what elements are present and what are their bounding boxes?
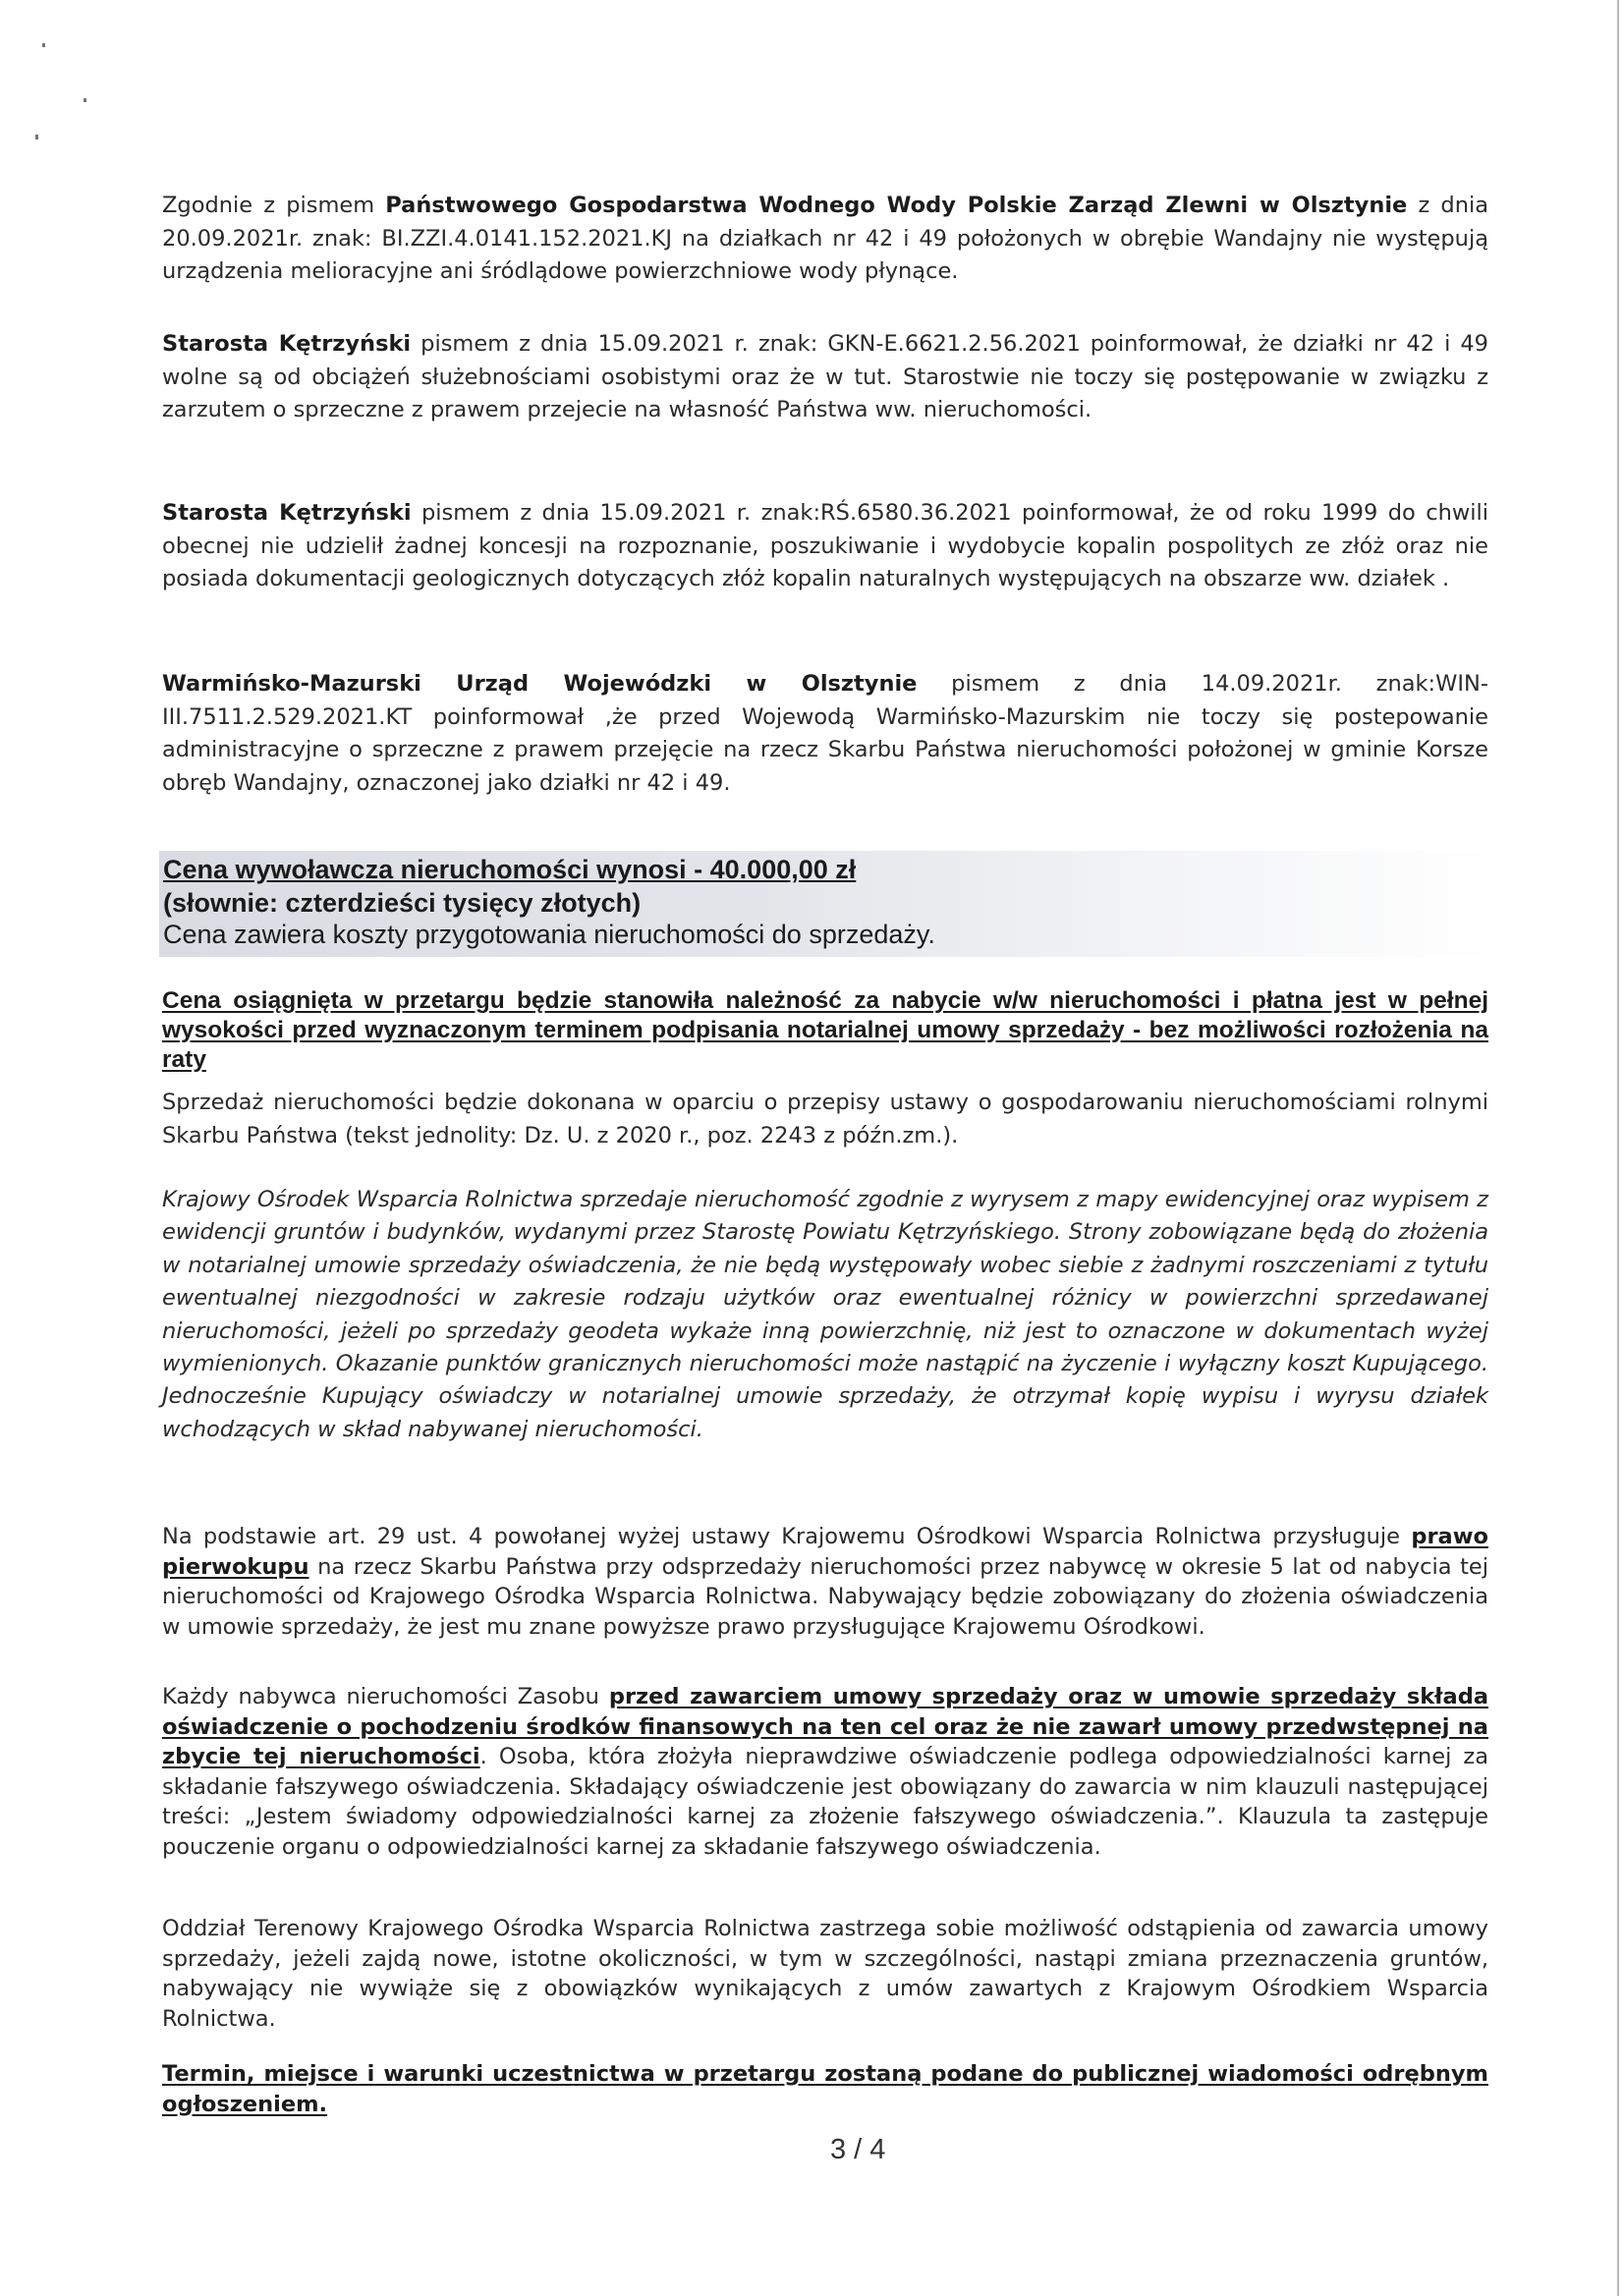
pre-emption-right: prawo pierwokupu: [162, 1524, 1488, 1580]
starting-price: Cena wywoławcza nieruchomości wynosi - 40.000,00 zł: [163, 855, 857, 884]
declaration-requirement: przed zawarciem umowy sprzedaży oraz w umowie sprzedaży składa oświadczenie o pochodzeniu środków finansowych na ten cel oraz że nie zawarł umowy przedwstępnej na zbycie tej nieruchomości: [162, 1684, 1488, 1769]
paragraph-auction-info: [162, 2059, 1488, 2119]
paragraph-urzad-wojewodzki: Warmińsko-Mazurski Urząd Wojewódzki w Olsztynie pismem z dnia 14.09.2021r. znak:WIN-III.7511.2.529.2021.KT poinformował ,że przed Wojewodą Warmińsko-Mazurskim nie toczy się postepowanie administracyjne o sprzeczne z prawem przejęcie na rzecz Skarbu Państwa nieruchomości położonej w gminie Korsze obręb Wandajny, oznaczonej jako działki nr 42 i 49.: [162, 671, 1488, 796]
price-note: Cena zawiera koszty przygotowania nieruchomości do sprzedaży.: [163, 920, 935, 949]
paragraph-wody-polskie: Zgodnie z pismem Państwowego Gospodarstwa Wodnego Wody Polskie Zarząd Zlewni w Olsztynie z dnia 20.09.2021r. znak: BI.ZZI.4.0141.152.2021.KJ na działkach nr 42 i 49 położonych w obrębie Wandajny nie występują urządzenia melioracyjne ani śródlądowe powierzchniowe wody płynące.: [162, 193, 1488, 284]
paragraph-starosta-1: Starosta Kętrzyński pismem z dnia 15.09.2021 r. znak: GKN-E.6621.2.56.2021 poinformował, że działki nr 42 i 49 wolne są od obciążeń służebnościami osobistymi oraz że w tut. Starostwie nie toczy się postępowanie w związku z zarzutem o sprzeczne z prawem przejecie na własność Państwa ww. nieruchomości.: [162, 331, 1488, 422]
scan-speck: [84, 98, 86, 102]
bold-institution: Państwowego Gospodarstwa Wodnego Wody Polskie Zarząd Zlewni w Olsztynie: [385, 193, 1408, 218]
scan-speck: [35, 135, 38, 140]
bold-institution: Warmińsko-Mazurski Urząd Wojewódzki w Olsztynie: [162, 671, 918, 697]
page-number: 3 / 4: [830, 2134, 886, 2165]
payment-terms: Cena osiągnięta w przetargu będzie stanowiła należność za nabycie w/w nieruchomości i płatna jest w pełnej wysokości przed wyznaczonym terminem podpisania notarialnej umowy sprzedaży - bez możliwości rozłożenia na raty: [162, 987, 1488, 1073]
paragraph-withdrawal: Oddział Terenowy Krajowego Ośrodka Wsparcia Rolnictwa zastrzega sobie możliwość odstąpienia od zawarcia umowy sprzedaży, jeżeli zajdą nowe, istotne okoliczności, w tym w szczególności, nastąpi zmiana przeznaczenia gruntów, nabywający nie wywiąże się z obowiązków wynikających z umów zawartych z Krajowym Ośrodkiem Wsparcia Rolnictwa.: [162, 1916, 1488, 2032]
scan-edge: [1617, 0, 1619, 2296]
paragraph-starosta-2: Starosta Kętrzyński pismem z dnia 15.09.2021 r. znak:RŚ.6580.36.2021 poinformował, że od roku 1999 do chwili obecnej nie udzielił żadnej koncesji na rozpoznanie, poszukiwanie i wydobycie kopalin pospolitych ze złóż oraz nie posiada dokumentacji geologicznych dotyczących złóż kopalin naturalnych występujących na obszarze ww. działek .: [162, 500, 1488, 591]
paragraph-kowr-terms: Krajowy Ośrodek Wsparcia Rolnictwa sprzedaje nieruchomość zgodnie z wyrysem z mapy ewidencyjnej oraz wypisem z ewidencji gruntów i budynków, wydanymi przez Starostę Powiatu Kętrzyńskiego. Strony zobowiązane będą do złożenia w notarialnej umowie sprzedaży oświadczenia, że nie będą występowały wobec siebie z żadnymi roszczeniami z tytułu ewentualnej niezgodności w zakresie rodzaju użytków oraz ewentualnej różnicy w powierzchni sprzedawanej nieruchomości, jeżeli po sprzedaży geodeta wykaże inną powierzchnię, niż jest to oznaczone w dokumentach wyżej wymienionych. Okazanie punktów granicznych nieruchomości może nastąpić na życzenie i wyłączny koszt Kupującego. Jednocześnie Kupujący oświadczy w notarialnej umowie sprzedaży, że otrzymał kopię wypisu i wyrysu działek wchodzących w skład nabywanej nieruchomości.: [162, 1187, 1488, 1442]
scan-speck: [42, 43, 45, 47]
bold-institution: Starosta Kętrzyński: [162, 500, 412, 526]
price-in-words: (słownie: czterdzieści tysięcy złotych): [163, 888, 642, 918]
paragraph-payment: [162, 986, 1488, 1075]
paragraph-legal-basis: Sprzedaż nieruchomości będzie dokonana w oparciu o przepisy ustawy o gospodarowaniu nieruchomościami rolnymi Skarbu Państwa (tekst jednolity: Dz. U. z 2020 r., poz. 2243 z późn.zm.).: [162, 1090, 1488, 1148]
auction-announcement: Termin, miejsce i warunki uczestnictwa w przetargu zostaną podane do publicznej wiadomości odrębnym ogłoszeniem.: [162, 2061, 1488, 2117]
paragraph-buyer-declaration: Każdy nabywca nieruchomości Zasobu przed zawarciem umowy sprzedaży oraz w umowie sprzedaży składa oświadczenie o pochodzeniu środków finansowych na ten cel oraz że nie zawarł umowy przedwstępnej na zbycie tej nieruchomości. Osoba, która złożyła nieprawdziwe oświadczenie podlega odpowiedzialności karnej za składanie fałszywego oświadczenia. Składający oświadczenie jest obowiązany do zawarcia w nim klauzuli następującej treści: „Jestem świadomy odpowiedzialności karnej za złożenie fałszywego oświadczenia.”. Klauzula ta zastępuje pouczenie organu o odpowiedzialności karnej za składanie fałszywego oświadczenia.: [162, 1684, 1488, 1860]
bold-institution: Starosta Kętrzyński: [162, 331, 412, 357]
paragraph-pre-emption: Na podstawie art. 29 ust. 4 powołanej wyżej ustawy Krajowemu Ośrodkowi Wsparcia Rolnictwa przysługuje prawo pierwokupu na rzecz Skarbu Państwa przy odsprzedaży nieruchomości przez nabywcę w okresie 5 lat od nabycia tej nieruchomości od Krajowego Ośrodka Wsparcia Rolnictwa. Nabywający będzie zobowiązany do złożenia oświadczenia w umowie sprzedaży, że jest mu znane powyższe prawo przysługujące Krajowemu Ośrodkowi.: [162, 1524, 1488, 1640]
